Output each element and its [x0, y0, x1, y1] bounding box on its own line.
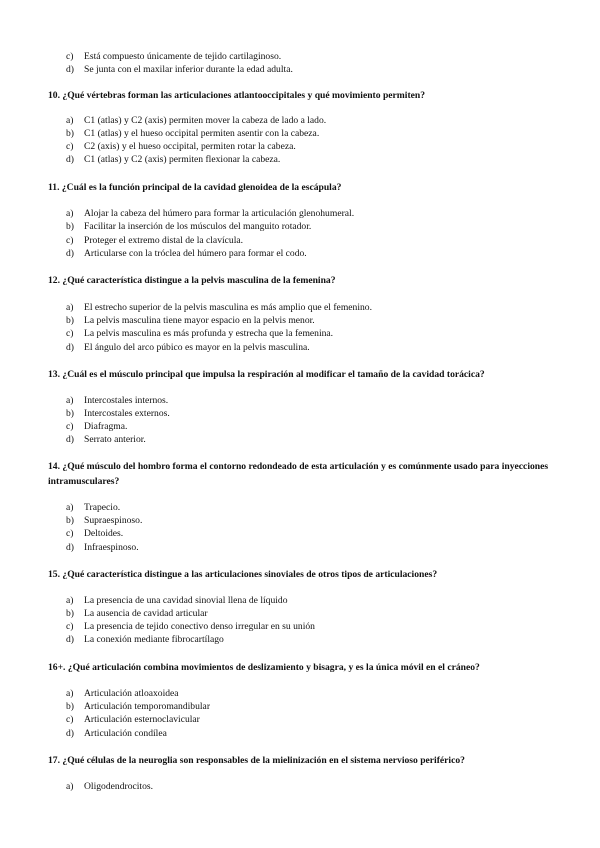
option-text: La presencia de tejido conectivo denso irregular en su unión: [84, 621, 315, 632]
option-letter: a): [66, 395, 74, 406]
option-text: Intercostales internos.: [84, 395, 169, 406]
option-text: C1 (atlas) y C2 (axis) permiten flexionar la cabeza.: [84, 154, 281, 165]
question-title: 11. ¿Cuál es la función principal de la cavidad glenoidea de la escápula?: [48, 182, 342, 193]
option-letter: b): [66, 315, 74, 326]
option-text: Articulación atloaxoidea: [84, 688, 179, 699]
option-text: Articularse con la tróclea del húmero para formar el codo.: [84, 248, 307, 259]
option-text: Proteger el extremo distal de la clavícula.: [84, 235, 244, 246]
option-text: Infraespinoso.: [84, 542, 139, 553]
option-text: Articulación esternoclavicular: [84, 714, 200, 725]
option-letter: a): [66, 115, 74, 126]
option-letter: d): [66, 154, 74, 165]
option-letter: d): [66, 434, 74, 445]
option-letter: a): [66, 302, 74, 313]
option-text: Intercostales externos.: [84, 408, 170, 419]
option-text: La presencia de una cavidad sinovial llena de líquido: [84, 595, 288, 606]
option-letter: b): [66, 515, 74, 526]
option-letter: b): [66, 608, 74, 619]
option-text: La conexión mediante fibrocartílago: [84, 634, 224, 645]
question-title: 13. ¿Cuál es el músculo principal que impulsa la respiración al modificar el tamaño de la cavidad torácica?: [48, 369, 485, 380]
question-title: 12. ¿Qué característica distingue a la pelvis masculina de la femenina?: [48, 275, 336, 286]
option-letter: d): [66, 634, 74, 645]
option-text: La pelvis masculina es más profunda y estrecha que la femenina.: [84, 328, 334, 339]
option-text: El ángulo del arco púbico es mayor en la pelvis masculina.: [84, 342, 310, 353]
option-letter: b): [66, 408, 74, 419]
option-letter: c): [66, 528, 74, 539]
option-letter: a): [66, 208, 74, 219]
option-letter: d): [66, 728, 74, 739]
option-letter: d): [66, 342, 74, 353]
option-text: C2 (axis) y el hueso occipital, permiten rotar la cabeza.: [84, 141, 296, 152]
question-title: 10. ¿Qué vértebras forman las articulaciones atlantooccipitales y qué movimiento permiten?: [48, 90, 426, 101]
option-letter: a): [66, 781, 74, 792]
option-letter: b): [66, 221, 74, 232]
option-text: Diafragma.: [84, 421, 128, 432]
option-letter: d): [66, 64, 74, 75]
question-title: 15. ¿Qué característica distingue a las articulaciones sinoviales de otros tipos de articulaciones?: [48, 569, 438, 580]
question-title: 14. ¿Qué músculo del hombro forma el contorno redondeado de esta articulación y es comúnmente usado para inyecciones intramusculares?: [48, 461, 549, 487]
option-letter: a): [66, 502, 74, 513]
option-text: La ausencia de cavidad articular: [84, 608, 208, 619]
option-text: El estrecho superior de la pelvis masculina es más amplio que el femenino.: [84, 302, 372, 313]
question-title: 16+. ¿Qué articulación combina movimientos de deslizamiento y bisagra, y es la única móvil en el cráneo?: [48, 662, 480, 673]
option-letter: b): [66, 128, 74, 139]
option-text: C1 (atlas) y C2 (axis) permiten mover la cabeza de lado a lado.: [84, 115, 327, 126]
option-text: Serrato anterior.: [84, 434, 146, 445]
option-letter: c): [66, 51, 74, 62]
option-text: Articulación condílea: [84, 728, 167, 739]
option-letter: c): [66, 141, 74, 152]
option-letter: c): [66, 328, 74, 339]
option-letter: b): [66, 701, 74, 712]
option-text: Deltoides.: [84, 528, 124, 539]
option-text: Facilitar la inserción de los músculos del manguito rotador.: [84, 221, 312, 232]
option-text: Alojar la cabeza del húmero para formar la articulación glenohumeral.: [84, 208, 355, 219]
option-letter: c): [66, 235, 74, 246]
option-text: Oligodendrocitos.: [84, 781, 154, 792]
option-letter: c): [66, 621, 74, 632]
option-letter: d): [66, 542, 74, 553]
option-text: Supraespinoso.: [84, 515, 143, 526]
option-text: Se junta con el maxilar inferior durante la edad adulta.: [84, 64, 293, 75]
option-letter: c): [66, 421, 74, 432]
option-text: C1 (atlas) y el hueso occipital permiten asentir con la cabeza.: [84, 128, 320, 139]
option-text: Está compuesto únicamente de tejido cartilaginoso.: [84, 51, 282, 62]
option-letter: a): [66, 595, 74, 606]
option-text: Trapecio.: [84, 502, 121, 513]
option-text: La pelvis masculina tiene mayor espacio en la pelvis menor.: [84, 315, 315, 326]
option-text: Articulación temporomandibular: [84, 701, 211, 712]
option-letter: a): [66, 688, 74, 699]
option-letter: d): [66, 248, 74, 259]
option-letter: c): [66, 714, 74, 725]
question-title: 17. ¿Qué células de la neuroglia son responsables de la mielinización en el sistema nervioso periférico?: [48, 755, 465, 766]
